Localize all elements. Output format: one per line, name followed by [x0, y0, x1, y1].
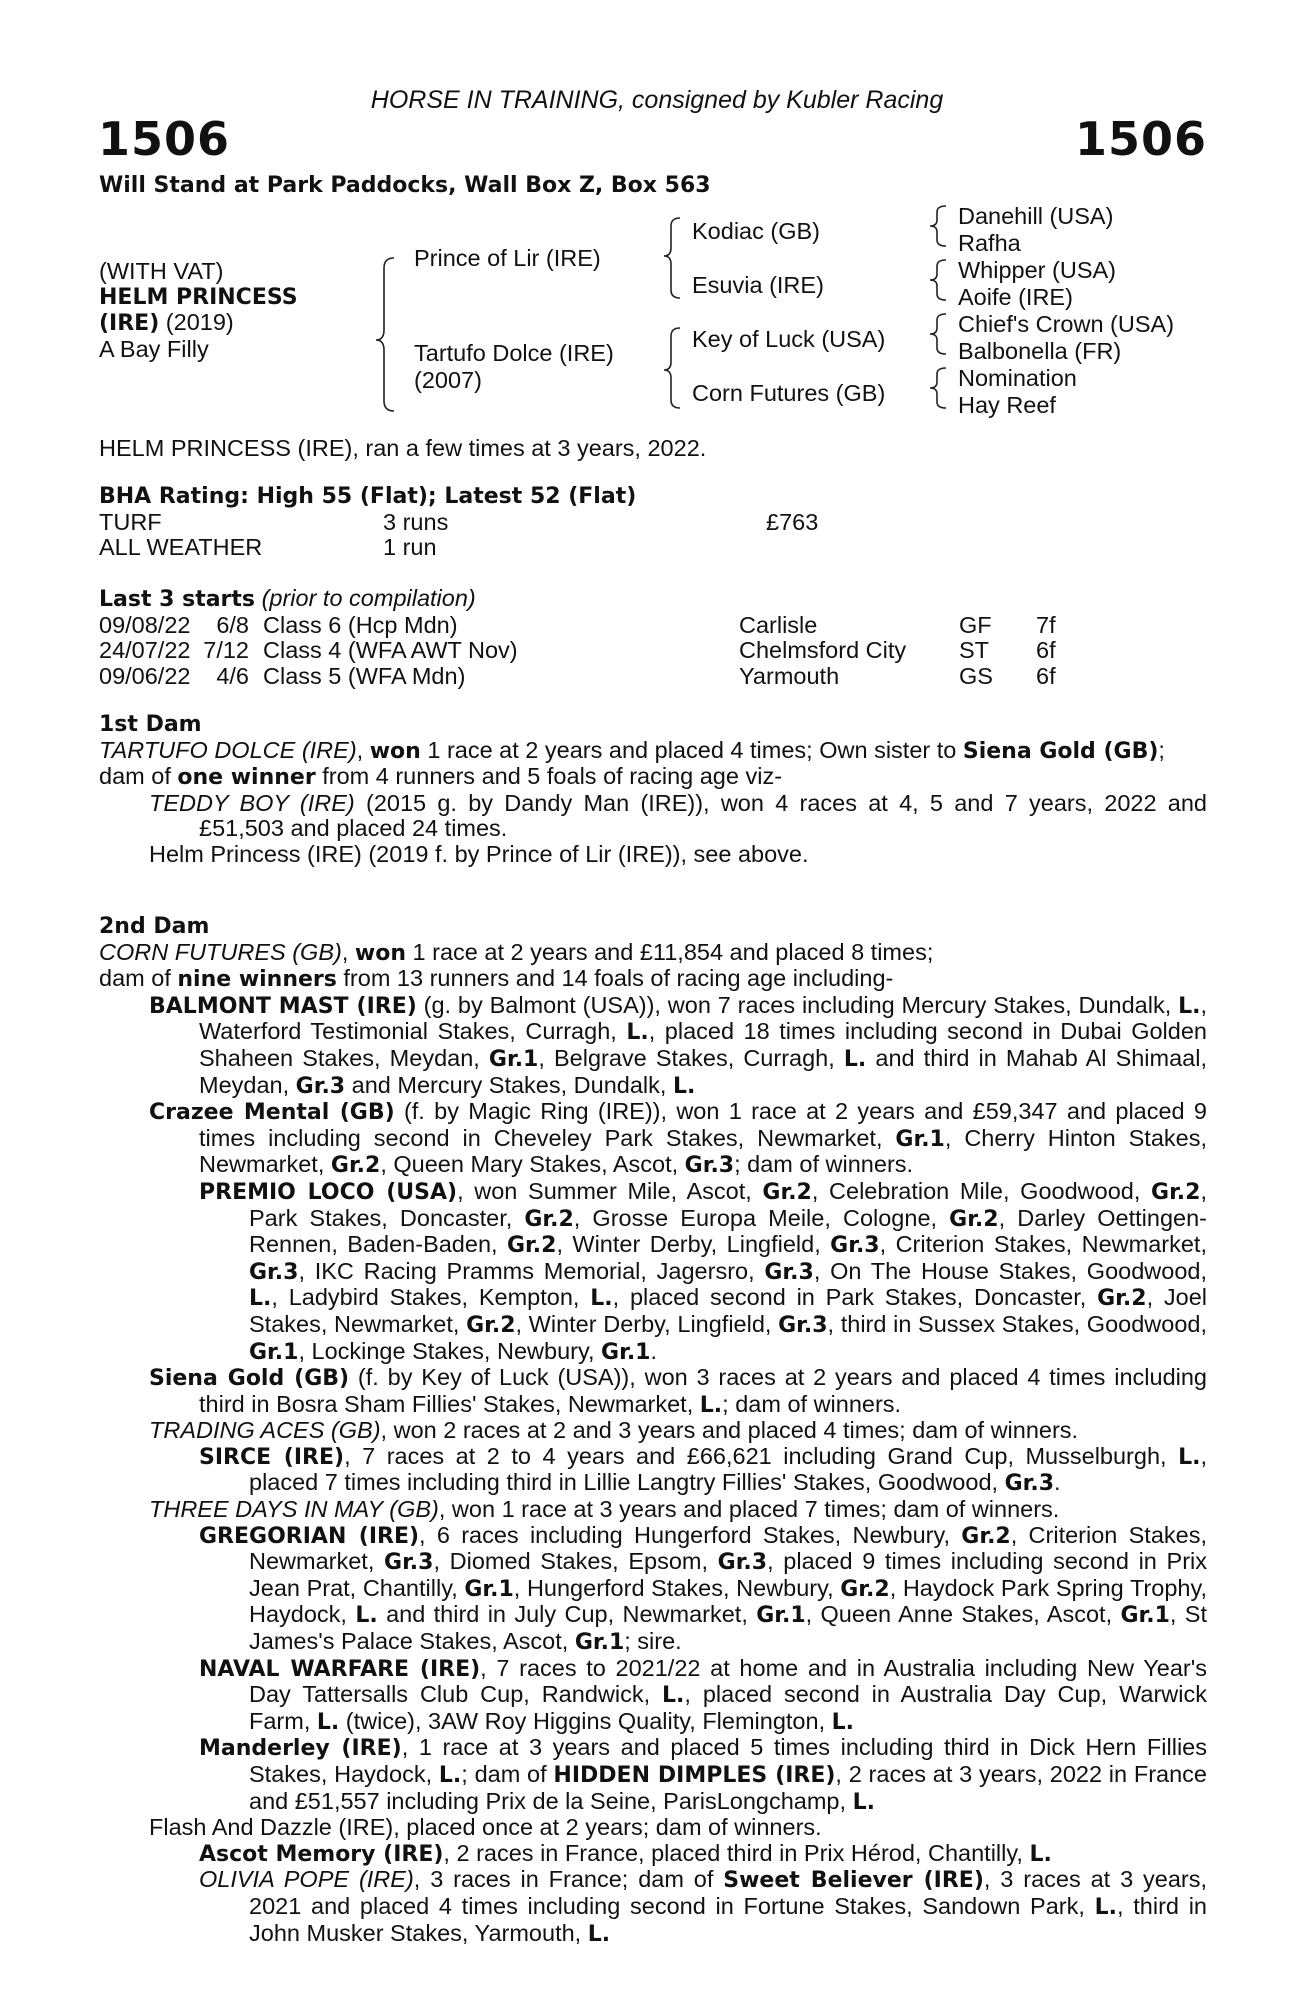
- text: , won 1 race at 3 years and placed 7 times; dam of winners.: [438, 1496, 1060, 1523]
- start-dist: 7f: [1036, 611, 1056, 638]
- bold-text: L.: [843, 1046, 867, 1072]
- rating-surface: TURF: [99, 508, 162, 535]
- text: , Queen Mary Stakes, Ascot,: [380, 1151, 685, 1178]
- bold-text: L.: [587, 1921, 611, 1947]
- text: .: [650, 1337, 658, 1364]
- text: , 2 races at 3 years, 2022 in France and £51,557 including Prix de la Seine, ParisLongchamp,: [249, 1761, 1207, 1814]
- bold-text: HIDDEN DIMPLES (IRE): [553, 1763, 836, 1788]
- race-summary: HELM PRINCESS (IRE), ran a few times at 3 years, 2022.: [99, 435, 707, 461]
- bold-text: Gr.2: [762, 1179, 812, 1205]
- bold-text: Gr.3: [764, 1259, 814, 1285]
- bold-text: Sweet Believer (IRE): [723, 1868, 984, 1894]
- text: (g. by Balmont (USA)), won 7 races including Mercury Stakes, Dundalk,: [416, 991, 1179, 1018]
- bold-text: Gr.1: [601, 1339, 651, 1365]
- text: ; dam of winners.: [734, 1151, 914, 1178]
- first-dam-heading: 1st Dam: [99, 712, 202, 737]
- ancestor-5: Chief's Crown (USA): [958, 311, 1175, 337]
- italic-name: TEDDY BOY (IRE): [149, 789, 355, 816]
- horse-year: (2019): [159, 309, 234, 336]
- bold-text: Manderley (IRE): [199, 1736, 402, 1762]
- start-course: Yarmouth: [739, 662, 840, 689]
- rating-row: [99, 510, 1207, 536]
- italic-name: CORN FUTURES (GB): [99, 938, 342, 965]
- text: , St James's Palace Stakes, Ascot,: [249, 1601, 1207, 1655]
- bold-text: Gr.1: [1120, 1603, 1170, 1629]
- bold-text: Gr.3: [778, 1312, 828, 1338]
- text: , 1 race at 3 years and placed 5 times including third in Dick Hern Fillies Stakes, Haydock,: [249, 1734, 1207, 1787]
- italic-name: THREE DAYS IN MAY (GB): [149, 1496, 439, 1523]
- horse-country: (IRE): [99, 311, 160, 337]
- bold-text: Gr.3: [684, 1153, 735, 1179]
- text: ,: [356, 736, 370, 763]
- bold-text: L.: [852, 1789, 875, 1815]
- start-row: [99, 664, 1207, 690]
- first-dam-section: [99, 712, 1207, 868]
- bold-text: Gr.1: [574, 1630, 625, 1656]
- bold-text: L.: [831, 1709, 855, 1735]
- text: and Mercury Stakes, Dundalk,: [345, 1071, 673, 1098]
- text: , Joel Stakes, Newmarket,: [249, 1284, 1208, 1337]
- text: (f. by Key of Luck (USA)), won 3 races at 2 years and placed 4 times including third in Bosra Sham Fillies' Stakes, Newmarket,: [199, 1364, 1207, 1417]
- second-dam-record: [99, 940, 1207, 967]
- start-date: 09/06/22: [99, 662, 191, 689]
- start-dist: 6f: [1036, 662, 1056, 689]
- produce-flash-and-dazzle: Flash And Dazzle (IRE), placed once at 2 years; dam of winners.: [149, 1814, 822, 1841]
- produce-helm-princess: Helm Princess (IRE) (2019 f. by Prince of Lir (IRE)), see above.: [149, 840, 809, 867]
- text: , Cherry Hinton Stakes, Newmarket,: [199, 1124, 1207, 1178]
- rating-section: [99, 484, 1207, 561]
- start-race: Class 4 (WFA AWT Nov): [263, 637, 518, 664]
- bold-text: L.: [316, 1709, 340, 1735]
- start-going: ST: [959, 637, 990, 664]
- bold-text: L.: [662, 1683, 685, 1709]
- text: , Grosse Europa Meile, Cologne,: [573, 1204, 950, 1231]
- bold-text: Gr.2: [961, 1523, 1011, 1549]
- text: from 13 runners and 14 foals of racing age including-: [336, 965, 894, 992]
- text: , Winter Derby, Lingfield,: [556, 1231, 831, 1258]
- bold-text: L.: [699, 1392, 723, 1418]
- horse-name: HELM PRINCESS: [99, 284, 298, 310]
- text: , Ladybird Stakes, Kempton,: [271, 1284, 591, 1311]
- produce-balmont-mast: [99, 993, 1207, 1099]
- start-pos: 6/8: [216, 611, 249, 638]
- produce-gregorian: [99, 1523, 1207, 1656]
- bold-text: L.: [438, 1763, 462, 1788]
- bold-text: GREGORIAN (IRE): [199, 1523, 420, 1549]
- start-row: [99, 613, 1207, 639]
- ancestor-4: Aoife (IRE): [958, 284, 1073, 310]
- text: , won Summer Mile, Ascot,: [457, 1177, 763, 1204]
- second-dam-section: [99, 914, 1207, 1947]
- text: ;: [1158, 736, 1165, 763]
- text: , placed 7 times including third in Lillie Langtry Fillies' Stakes, Goodwood,: [249, 1442, 1207, 1496]
- start-dist: 6f: [1036, 637, 1056, 664]
- bold-text: L.: [355, 1603, 378, 1629]
- bold-text: L.: [1029, 1841, 1052, 1867]
- text: ,: [341, 938, 355, 965]
- start-course: Chelmsford City: [739, 637, 907, 664]
- produce-teddy-boy: [99, 791, 1207, 842]
- start-pos: 7/12: [203, 637, 249, 664]
- start-row: [99, 638, 1207, 664]
- italic-name: TRADING ACES (GB): [149, 1417, 381, 1444]
- last-starts-note: (prior to compilation): [261, 585, 476, 611]
- text: dam of: [99, 965, 178, 992]
- bold-text: Gr.3: [717, 1550, 768, 1576]
- text: , On The House Stakes, Goodwood,: [813, 1257, 1207, 1284]
- text: , 7 races at 2 to 4 years and £66,621 including Grand Cup, Musselburgh,: [344, 1442, 1179, 1469]
- text: , Celebration Mile, Goodwood,: [811, 1177, 1152, 1204]
- bold-text: Siena Gold (GB): [149, 1366, 350, 1392]
- sire-name: Prince of Lir (IRE): [414, 245, 601, 271]
- dam-sire: Key of Luck (USA): [692, 326, 886, 352]
- bold-text: Gr.3: [295, 1073, 346, 1099]
- start-going: GF: [959, 611, 992, 638]
- produce-three-days-in-may: [99, 1497, 1207, 1523]
- start-race: Class 6 (Hcp Mdn): [263, 611, 458, 638]
- produce-sirce: [99, 1444, 1207, 1497]
- bold-text: L.: [1178, 993, 1201, 1019]
- ancestor-1: Danehill (USA): [958, 203, 1114, 229]
- bold-text: Gr.3: [830, 1233, 880, 1259]
- horse-description: A Bay Filly: [99, 335, 209, 362]
- bold-text: Siena Gold (GB): [962, 738, 1159, 764]
- bold-text: Gr.3: [1004, 1471, 1055, 1497]
- text: , Park Stakes, Doncaster,: [249, 1177, 1207, 1231]
- dam-dam: Corn Futures (GB): [692, 380, 886, 406]
- text: (2015 g. by Dandy Man (IRE)), won 4 races at 4, 5 and 7 years, 2022 and £51,503 and placed 24 times.: [199, 789, 1207, 842]
- bold-text: Gr.2: [1151, 1179, 1201, 1205]
- text: ; dam of winners.: [722, 1390, 902, 1417]
- text: and third in July Cup, Newmarket,: [377, 1601, 757, 1628]
- text: , Criterion Stakes, Newmarket,: [879, 1231, 1207, 1258]
- second-dam-heading: 2nd Dam: [99, 914, 210, 939]
- text: , Criterion Stakes, Newmarket,: [249, 1521, 1208, 1575]
- bold-text: Gr.1: [488, 1046, 539, 1072]
- bold-text: BALMONT MAST (IRE): [149, 993, 417, 1019]
- italic-name: OLIVIA POPE (IRE): [199, 1866, 414, 1893]
- text: , Winter Derby, Lingfield,: [515, 1310, 779, 1337]
- lot-number-left: 1506: [98, 112, 231, 166]
- stand-location: Will Stand at Park Paddocks, Wall Box Z, Box 563: [99, 173, 711, 198]
- last-starts-section: [99, 586, 1207, 689]
- rating-row: [99, 535, 1207, 561]
- bold-text: nine winners: [177, 967, 337, 993]
- last-starts-table: [99, 613, 1207, 690]
- rating-runs: 3 runs: [383, 508, 449, 535]
- text: dam of: [99, 763, 178, 790]
- produce-manderley: [99, 1735, 1207, 1815]
- last-starts-title: [99, 586, 1207, 613]
- text: , 3 races at 3 years, 2021 and placed 4 times including second in Fortune Stakes, Sandown Park,: [249, 1866, 1208, 1919]
- text: , won 2 races at 2 and 3 years and placed 4 times; dam of winners.: [380, 1417, 1079, 1444]
- text: , Lockinge Stakes, Newbury,: [298, 1337, 602, 1364]
- bold-text: Gr.1: [756, 1603, 806, 1629]
- bold-text: Gr.1: [249, 1339, 299, 1365]
- produce-olivia-pope: [99, 1867, 1207, 1947]
- bold-text: L.: [1178, 1444, 1201, 1470]
- bold-text: Gr.2: [466, 1312, 516, 1338]
- text: , placed 9 times including second in Prix Jean Prat, Chantilly,: [249, 1548, 1208, 1601]
- text: , 2 races in France, placed third in Prix Hérod, Chantilly,: [443, 1839, 1030, 1866]
- produce-crazee-mental: [99, 1099, 1207, 1179]
- sire-sire: Kodiac (GB): [692, 218, 820, 244]
- bold-text: L.: [626, 1020, 649, 1046]
- ancestor-3: Whipper (USA): [958, 257, 1117, 283]
- first-dam-produce-intro: [99, 764, 1207, 791]
- start-date: 09/08/22: [99, 611, 191, 638]
- text: , Waterford Testimonial Stakes, Curragh,: [199, 991, 1207, 1045]
- lot-number-right: 1506: [1074, 112, 1207, 166]
- bold-text: Gr.1: [895, 1126, 945, 1152]
- dam-year: (2007): [414, 367, 482, 393]
- text: , Haydock Park Spring Trophy, Haydock,: [249, 1574, 1207, 1628]
- italic-name: TARTUFO DOLCE (IRE): [99, 736, 357, 763]
- rating-surface: ALL WEATHER: [99, 534, 263, 561]
- text: , 7 races to 2021/22 at home and in Australia including New Year's Day Tattersalls Club Cup, Randwick,: [249, 1654, 1207, 1708]
- bold-text: Gr.1: [464, 1576, 514, 1602]
- text: and third in Mahab Al Shimaal, Meydan,: [199, 1044, 1207, 1098]
- bold-text: Crazee Mental (GB): [149, 1100, 395, 1126]
- spacer: [249, 613, 263, 639]
- bold-text: Gr.3: [384, 1550, 434, 1576]
- ancestor-7: Nomination: [958, 365, 1077, 391]
- text: , Queen Anne Stakes, Ascot,: [805, 1601, 1121, 1628]
- bold-text: Gr.2: [330, 1153, 381, 1179]
- rating-prize: £763: [766, 508, 819, 535]
- vat-note: (WITH VAT): [99, 258, 224, 284]
- text: , placed 18 times including second in Dubai Golden Shaheen Stakes, Meydan,: [199, 1018, 1207, 1071]
- bold-text: NAVAL WARFARE (IRE): [199, 1656, 481, 1682]
- start-race: Class 5 (WFA Mdn): [263, 662, 466, 689]
- text: , placed second in Australia Day Cup, Warwick Farm,: [249, 1681, 1207, 1734]
- text: , 6 races including Hungerford Stakes, Newbury,: [419, 1521, 962, 1548]
- rating-heading: BHA Rating: High 55 (Flat); Latest 52 (Flat): [99, 484, 637, 509]
- text: , Darley Oettingen-Rennen, Baden-Baden,: [249, 1204, 1207, 1258]
- start-date: 24/07/22: [99, 637, 191, 664]
- dam-name: Tartufo Dolce (IRE): [414, 340, 614, 366]
- first-dam-record: [99, 738, 1207, 765]
- text: (twice), 3AW Roy Higgins Quality, Flemington,: [339, 1707, 832, 1734]
- start-course: Carlisle: [739, 611, 818, 638]
- consignment-line: HORSE IN TRAINING, consigned by Kubler Racing: [370, 86, 944, 114]
- bold-text: Ascot Memory (IRE): [199, 1841, 444, 1867]
- text: ; sire.: [624, 1628, 682, 1655]
- rating-runs: 1 run: [383, 534, 437, 561]
- spacer: [249, 664, 263, 690]
- second-dam-produce-intro: [99, 966, 1207, 993]
- bold-text: SIRCE (IRE): [199, 1444, 345, 1470]
- bold-text: won: [354, 940, 406, 966]
- produce-siena-gold: [99, 1365, 1207, 1418]
- text: 1 race at 2 years and £11,854 and placed 8 times;: [406, 938, 934, 965]
- bold-text: Gr.2: [524, 1206, 574, 1232]
- bold-text: L.: [672, 1073, 696, 1099]
- sire-dam: Esuvia (IRE): [692, 272, 824, 298]
- produce-naval-warfare: [99, 1656, 1207, 1736]
- ancestor-6: Balbonella (FR): [958, 338, 1122, 364]
- bold-text: L.: [590, 1286, 613, 1312]
- ancestor-2: Rafha: [958, 230, 1021, 256]
- text: .: [1054, 1469, 1061, 1496]
- bold-text: Gr.2: [949, 1206, 999, 1232]
- text: , 3 races in France; dam of: [413, 1866, 724, 1893]
- text: , Hungerford Stakes, Newbury,: [513, 1574, 841, 1601]
- text: , third in Sussex Stakes, Goodwood,: [827, 1310, 1208, 1337]
- produce-trading-aces: [99, 1418, 1207, 1444]
- text: , Diomed Stakes, Epsom,: [433, 1548, 718, 1575]
- start-pos: 4/6: [216, 662, 249, 689]
- text: from 4 runners and 5 foals of racing age viz-: [315, 763, 783, 790]
- bold-text: Gr.2: [507, 1233, 557, 1259]
- bold-text: L.: [249, 1286, 272, 1312]
- text: ; dam of: [461, 1761, 554, 1787]
- bold-text: won: [369, 738, 421, 764]
- bold-text: Gr.2: [1097, 1286, 1147, 1312]
- text: , third in John Musker Stakes, Yarmouth,: [249, 1892, 1207, 1946]
- text: , IKC Racing Pramms Memorial, Jagersro,: [298, 1257, 765, 1284]
- bold-text: Gr.2: [840, 1576, 890, 1602]
- bold-text: PREMIO LOCO (USA): [199, 1179, 458, 1205]
- produce-ascot-memory: [99, 1841, 1207, 1868]
- bold-text: one winner: [177, 765, 316, 791]
- text: 1 race at 2 years and placed 4 times; Own sister to: [420, 736, 963, 763]
- text: (f. by Magic Ring (IRE)), won 1 race at 2 years and £59,347 and placed 9 times including second in Cheveley Park Stakes, Newmarket,: [199, 1098, 1207, 1151]
- spacer: [249, 638, 263, 664]
- text: , Belgrave Stakes, Curragh,: [538, 1044, 844, 1071]
- start-going: GS: [959, 662, 993, 689]
- bold-text: L.: [1094, 1894, 1118, 1920]
- text: , placed second in Park Stakes, Doncaster,: [612, 1284, 1098, 1311]
- produce-premio-loco: [99, 1179, 1207, 1365]
- ancestor-8: Hay Reef: [958, 392, 1056, 418]
- last-starts-heading: Last 3 starts: [99, 587, 256, 612]
- bold-text: Gr.3: [249, 1259, 299, 1285]
